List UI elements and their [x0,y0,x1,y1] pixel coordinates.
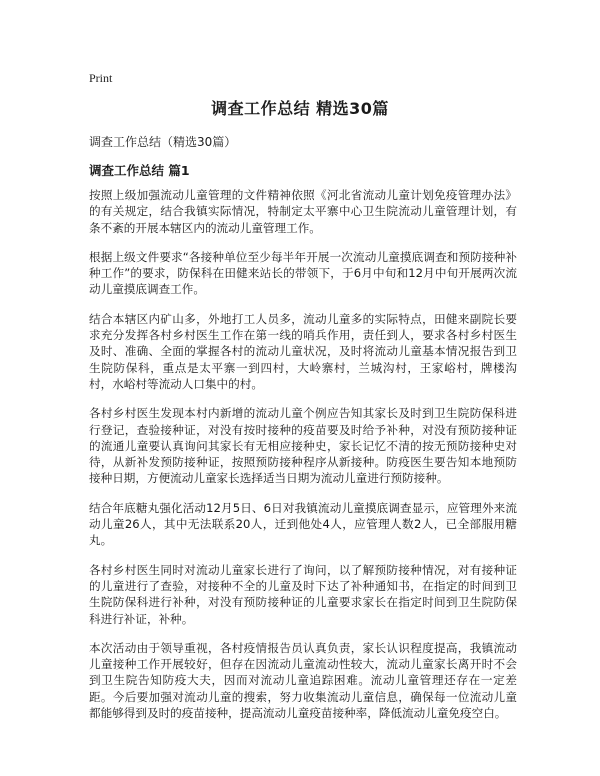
body-paragraph: 结合本辖区内矿山多，外地打工人员多，流动儿童多的实际特点，田健来副院长要求充分发挥各村乡村医生工作在第一线的哨兵作用，责任到人，要求各村乡村医生及时、准确、全面的掌握各村的流动儿童状况，及时将流动儿童基本情况报告到卫生院防保科，重点是太平寨一到四村，大岭寨村，兰城沟村，王家峪村，牌楼沟村，水峪村等流动人口集中的村。 [89,311,517,391]
document-title: 调查工作总结 精选30篇 [211,99,389,118]
body-paragraph: 各村乡村医生同时对流动儿童家长进行了询问，以了解预防接种情况，对有接种证的儿童进行了查验，对接种不全的儿童及时下达了补种通知书，在指定的时间到卫生院防保科进行补种，对没有预防接种证的儿童要求家长在指定时间到卫生院防保科进行补证，补种。 [89,562,517,626]
body-paragraph: 本次活动由于领导重视，各村疫情报告员认真负责，家长认识程度提高，我镇流动儿童接种工作开展较好，但存在因流动儿童流动性较大，流动儿童家长离开时不会到卫生院告知防疫大夫，因而对流动儿童追踪困难。流动儿童管理还存在一定差距。今后要加强对流动儿童的搜索，努力收集流动儿童信息，确保每一位流动儿童都能够得到及时的疫苗接种，提高流动儿童疫苗接种率，降低流动儿童免疫空白。 [89,640,517,721]
section-heading: 调查工作总结 篇1 [89,163,190,178]
body-paragraph: 结合年底糖丸强化活动12月5日、6日对我镇流动儿童摸底调查显示，应管理外来流动儿童26人，其中无法联系20人，迁到他处4人，应管理人数2人，已全部服用糖丸。 [89,500,517,548]
document-subtitle: 调查工作总结（精选30篇） [89,135,237,149]
body-paragraph: 各村乡村医生发现本村内新增的流动儿童个例应告知其家长及时到卫生院防保科进行登记，查验接种证，对没有按时接种的疫苗要及时给予补种，对没有预防接种证的流通儿童要认真询问其家长有无相应接种史，家长记忆不清的按无预防接种史对待，从新补发预防接种证，按照预防接种程序从新接种。防疫医生要告知本地预防接种日期，方便流动儿童家长选择适当日期为流动儿童进行预防接种。 [89,406,517,486]
body-paragraph: 根据上级文件要求“各接种单位至少每半年开展一次流动儿童摸底调查和预防接种补种工作”的要求，防保科在田健来站长的带领下，于6月中旬和12月中旬开展两次流动儿童摸底调查工作。 [89,249,517,297]
document-body [89,187,517,734]
print-label: Print [89,71,113,85]
body-paragraph: 按照上级加强流动儿童管理的文件精神依照《河北省流动儿童计划免疫管理办法》的有关规定，结合我镇实际情况，特制定太平寨中心卫生院流动儿童管理计划，有条不紊的开展本辖区内的流动儿童管理工作。 [89,188,517,235]
